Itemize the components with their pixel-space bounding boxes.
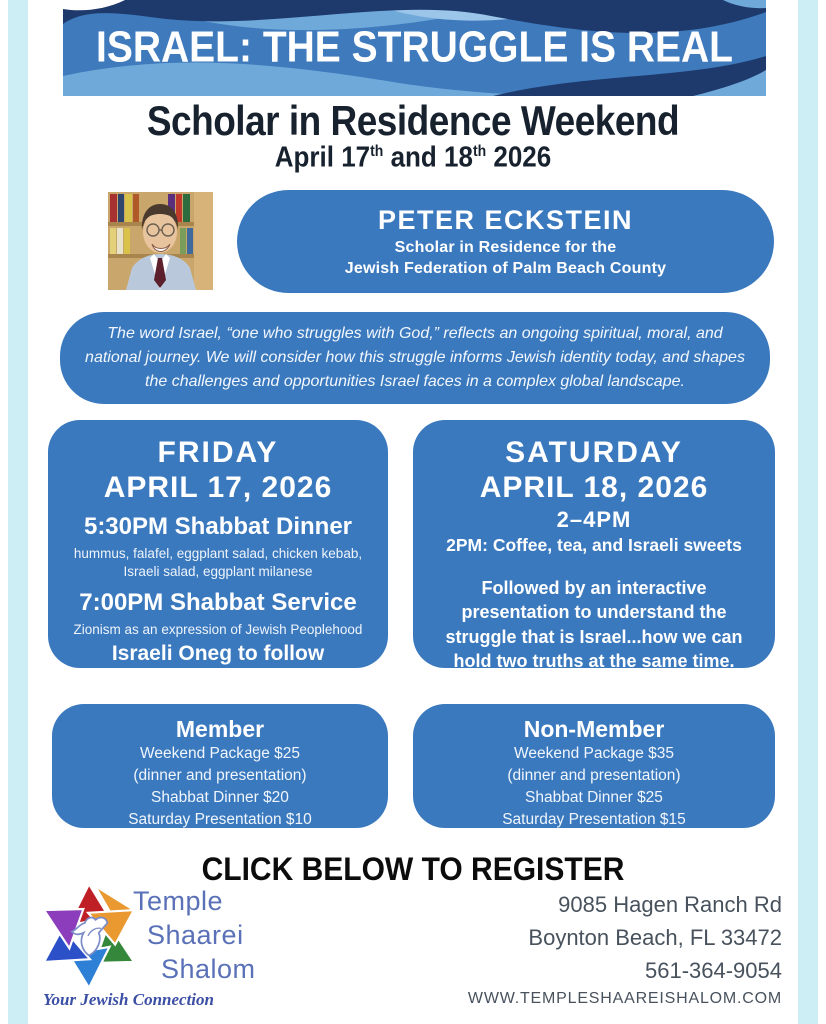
saturday-date: APRIL 18, 2026 (479, 470, 709, 504)
banner (63, 0, 766, 96)
date-superscript: th (472, 141, 487, 160)
friday-day: FRIDAY (157, 436, 279, 469)
friday-service-time: 7:00PM Shabbat Service (79, 589, 357, 617)
website-link[interactable]: WWW.TEMPLESHAAREISHALOM.COM (467, 990, 782, 1007)
nonmember-line: Saturday Presentation $15 (502, 811, 686, 828)
date-superscript: th (370, 141, 384, 160)
date-part: and 18 (383, 140, 473, 173)
scholar-title-line1: Scholar in Residence for the (394, 239, 617, 256)
member-pricing-card (52, 704, 388, 828)
logo-word-temple: Temple (133, 886, 224, 916)
friday-dinner-time: 5:30PM Shabbat Dinner (83, 513, 353, 540)
logo-tagline: Your Jewish Connection (43, 990, 214, 1009)
member-line: Saturday Presentation $10 (128, 811, 312, 828)
star-of-david-icon (35, 882, 143, 990)
banner-title: ISRAEL: THE STRUGGLE IS REAL (95, 23, 734, 72)
date-part: 2026 (486, 140, 552, 173)
address-line1: 9085 Hagen Ranch Rd (558, 892, 782, 917)
scholar-portrait-illustration (108, 192, 213, 290)
event-subtitle: Scholar in Residence Weekend (146, 98, 680, 144)
member-line: (dinner and presentation) (133, 767, 307, 784)
member-line: Shabbat Dinner $20 (151, 789, 289, 806)
register-heading: CLICK BELOW TO REGISTER (201, 852, 625, 888)
friday-dinner-menu: hummus, falafel, eggplant salad, chicken kebab, Israeli salad, eggplant milanese (73, 546, 363, 580)
scholar-card (237, 190, 774, 293)
nonmember-line: Weekend Package $35 (514, 745, 674, 762)
scholar-photo (108, 192, 213, 290)
saturday-details: Followed by an interactive presentation to understand the struggle that is Israel...how we can hold two truths at the same time. (445, 578, 743, 672)
nonmember-line: Shabbat Dinner $25 (525, 789, 663, 806)
description-text: The word Israel, “one who struggles with God,” reflects an ongoing spiritual, moral, and national journey. We will consider how this struggle informs Jewish identity today, and shapes the challenges and opportunities Israel faces in a complex global landscape. (85, 325, 745, 390)
scholar-name: PETER ECKSTEIN (377, 205, 634, 235)
friday-oneg: Israeli Oneg to follow (111, 641, 325, 665)
phone-number: 561-364-9054 (644, 958, 782, 983)
friday-date: APRIL 17, 2026 (103, 470, 333, 504)
saturday-time: 2–4PM (556, 507, 632, 532)
scholar-title-line2: Jewish Federation of Palm Beach County (344, 260, 667, 277)
nonmember-title: Non-Member (523, 716, 665, 742)
nonmember-pricing-card (413, 704, 775, 828)
description-card (60, 312, 770, 404)
date-part: April 17 (274, 140, 371, 173)
address-line2: Boynton Beach, FL 33472 (528, 925, 782, 950)
saturday-refreshments: 2PM: Coffee, tea, and Israeli sweets (446, 535, 742, 555)
logo-word-shaarei: Shaarei (147, 920, 244, 950)
friday-service-topic: Zionism as an expression of Jewish Peoplehood (73, 622, 363, 638)
nonmember-line: (dinner and presentation) (507, 767, 681, 784)
member-title: Member (175, 716, 265, 742)
contact-block (402, 888, 782, 1008)
friday-card (48, 420, 388, 668)
logo-word-shalom: Shalom (161, 954, 256, 984)
temple-logo[interactable] (35, 880, 275, 1015)
saturday-card (413, 420, 775, 672)
saturday-day: SATURDAY (505, 436, 683, 469)
event-date (0, 140, 826, 174)
member-line: Weekend Package $25 (140, 745, 300, 762)
